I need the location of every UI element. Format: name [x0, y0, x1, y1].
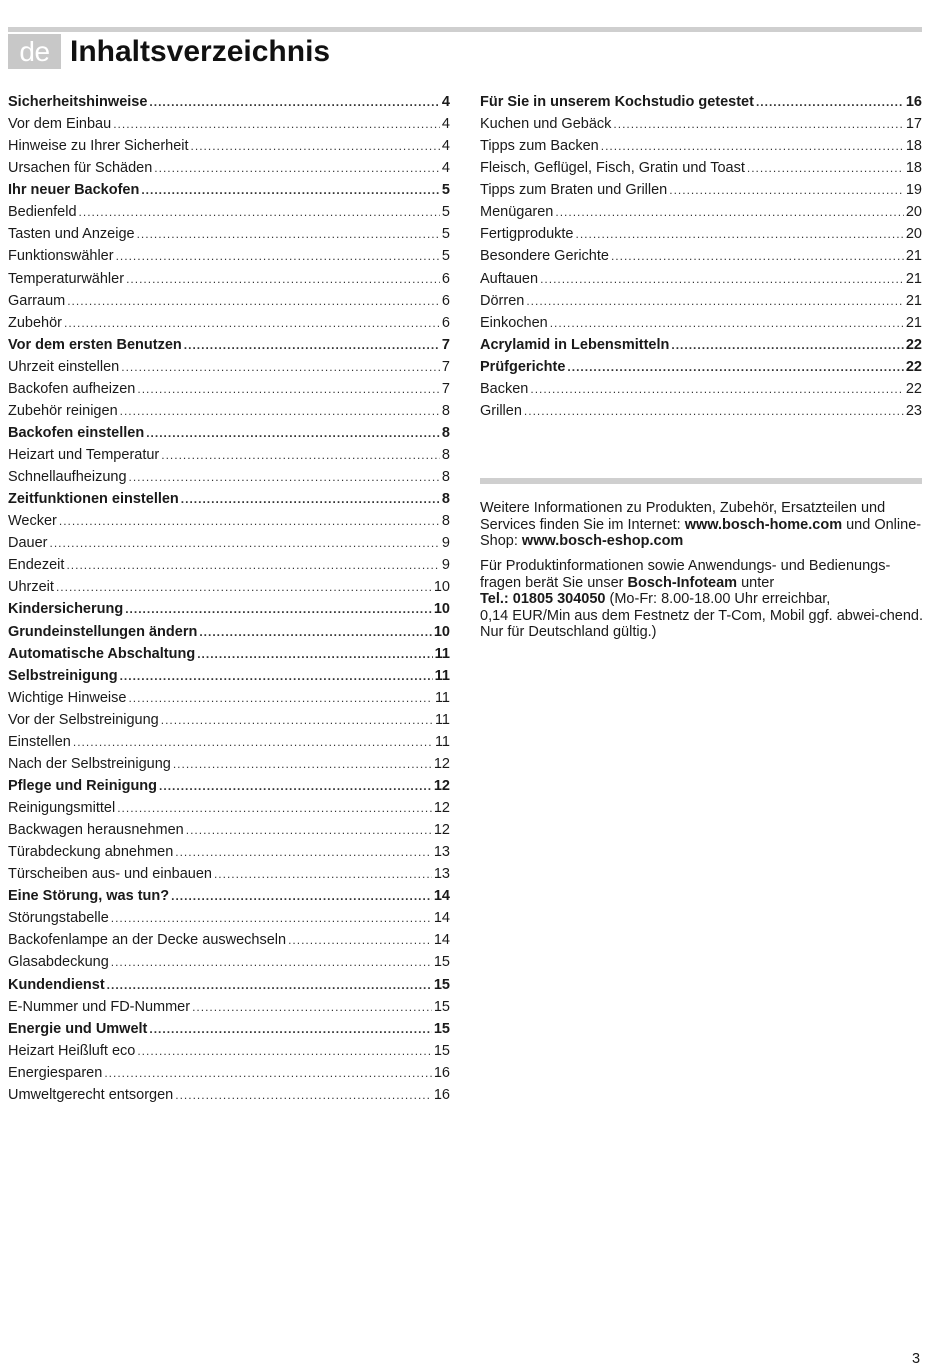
- toc-leader-dots: [186, 819, 432, 841]
- toc-entry[interactable]: [8, 466, 450, 488]
- toc-leader-dots: [288, 929, 432, 951]
- toc-leader-dots: [120, 400, 440, 422]
- toc-entry-title: Türscheiben aus- und einbauen: [8, 866, 212, 883]
- toc-entry-title: Automatische Abschaltung: [8, 645, 196, 662]
- toc-leader-dots: [192, 996, 432, 1018]
- toc-entry-title: Acrylamid in Lebensmitteln: [480, 336, 670, 353]
- toc-entry-page: 12: [433, 755, 450, 772]
- toc-entry-title: Dörren: [480, 292, 525, 309]
- toc-leader-dots: [125, 598, 432, 620]
- toc-entry[interactable]: [8, 863, 450, 885]
- toc-entry-title: Backen: [480, 380, 529, 397]
- info-web-text-2: und Online-Shop:: [480, 516, 922, 549]
- toc-entry-title: Temperaturwähler: [8, 270, 125, 287]
- toc-entry-title: Vor dem Einbau: [8, 116, 112, 133]
- toc-entry[interactable]: [8, 201, 450, 223]
- toc-entry[interactable]: [8, 334, 450, 356]
- toc-entry-title: Backofen einstellen: [8, 424, 145, 441]
- toc-left-column: [8, 91, 450, 1106]
- toc-leader-dots: [149, 91, 440, 113]
- toc-entry-page: 18: [905, 160, 922, 177]
- toc-entry-title: Ihr neuer Backofen: [8, 182, 140, 199]
- toc-entry[interactable]: [8, 179, 450, 201]
- toc-entry-page: 14: [433, 932, 450, 949]
- toc-entry-page: 22: [905, 380, 922, 397]
- toc-entry-page: 8: [441, 402, 450, 419]
- toc-entry-title: Heizart und Temperatur: [8, 447, 160, 463]
- toc-entry-page: 13: [433, 844, 450, 861]
- toc-entry[interactable]: [8, 1084, 450, 1106]
- toc-entry-page: 5: [441, 248, 450, 265]
- toc-entry-title: Grundeinstellungen ändern: [8, 623, 198, 640]
- toc-entry[interactable]: [480, 113, 922, 135]
- toc-entry[interactable]: [8, 709, 450, 731]
- toc-leader-dots: [669, 179, 904, 201]
- toc-entry-title: Grillen: [480, 402, 522, 419]
- toc-entry[interactable]: [8, 157, 450, 179]
- toc-entry[interactable]: [8, 510, 450, 532]
- toc-entry-page: 4: [441, 94, 450, 110]
- toc-leader-dots: [149, 1018, 431, 1040]
- toc-entry-page: 15: [433, 1042, 450, 1059]
- toc-entry[interactable]: [8, 290, 450, 312]
- toc-entry-title: Garraum: [8, 292, 66, 309]
- toc-entry-page: 10: [433, 623, 450, 640]
- toc-entry[interactable]: [8, 1018, 450, 1040]
- toc-leader-dots: [126, 268, 440, 290]
- toc-entry-title: Kuchen und Gebäck: [480, 116, 612, 133]
- toc-entry[interactable]: [8, 841, 450, 863]
- toc-leader-dots: [79, 201, 440, 223]
- toc-entry-page: 5: [441, 182, 450, 199]
- toc-entry-page: 10: [433, 579, 450, 596]
- toc-entry[interactable]: [8, 113, 450, 135]
- toc-leader-dots: [530, 378, 903, 400]
- toc-leader-dots: [555, 201, 904, 223]
- toc-leader-dots: [550, 312, 904, 334]
- toc-entry[interactable]: [8, 929, 450, 951]
- toc-entry[interactable]: [8, 488, 450, 510]
- toc-leader-dots: [214, 863, 432, 885]
- toc-entry-page: 14: [433, 888, 450, 905]
- toc-entry[interactable]: [8, 996, 450, 1018]
- toc-entry[interactable]: [8, 819, 450, 841]
- toc-entry-page: 6: [441, 270, 450, 287]
- toc-entry-page: 8: [441, 424, 450, 441]
- cost-note-text: 0,14 EUR/Min aus dem Festnetz der T-Com, Mobil ggf. abwei-chend. Nur für Deutschland gültig.): [480, 607, 923, 640]
- toc-entry-title: Glasabdeckung: [8, 954, 109, 971]
- toc-entry-page: 4: [441, 116, 450, 133]
- toc-leader-dots: [197, 643, 432, 665]
- info-contact-text-2: unter: [737, 574, 775, 591]
- toc-entry-page: 15: [433, 998, 450, 1015]
- toc-entry-title: Auftauen: [480, 270, 539, 287]
- toc-entry[interactable]: [8, 643, 450, 665]
- toc-leader-dots: [747, 157, 904, 179]
- toc-entry[interactable]: [480, 400, 922, 422]
- toc-entry-title: Zeitfunktionen einstellen: [8, 491, 179, 508]
- toc-entry-page: 6: [441, 314, 450, 331]
- toc-entry-title: Zubehör reinigen: [8, 402, 118, 419]
- toc-entry-page: 11: [434, 733, 450, 750]
- toc-entry-title: Heizart Heißluft eco: [8, 1042, 136, 1059]
- info-web-paragraph: [480, 500, 925, 550]
- toc-entry-title: Energiesparen: [8, 1064, 103, 1081]
- toc-entry-page: 5: [441, 204, 450, 221]
- toc-entry[interactable]: [8, 356, 450, 378]
- toc-leader-dots: [526, 290, 904, 312]
- toc-entry-page: 14: [433, 910, 450, 927]
- toc-entry-title: Prüfgerichte: [480, 358, 566, 375]
- toc-leader-dots: [141, 179, 440, 201]
- toc-leader-dots: [756, 91, 904, 113]
- toc-entry-page: 12: [433, 800, 450, 816]
- toc-entry[interactable]: [8, 775, 450, 797]
- toc-entry-title: Schnellaufheizung: [8, 469, 127, 486]
- toc-entry[interactable]: [480, 223, 922, 245]
- toc-entry-page: 17: [905, 116, 922, 133]
- toc-entry-title: Vor der Selbstreinigung: [8, 711, 159, 728]
- toc-leader-dots: [113, 113, 440, 135]
- toc-entry-title: Eine Störung, was tun?: [8, 888, 170, 905]
- toc-entry-page: 12: [433, 777, 450, 794]
- toc-entry-title: Energie und Umwelt: [8, 1020, 148, 1037]
- toc-entry-title: Kindersicherung: [8, 601, 124, 618]
- toc-entry-page: 21: [905, 248, 922, 265]
- toc-entry[interactable]: [8, 665, 450, 687]
- toc-entry[interactable]: [480, 334, 922, 356]
- toc-entry[interactable]: [8, 1040, 450, 1062]
- toc-leader-dots: [104, 1062, 432, 1084]
- toc-entry-page: 4: [441, 160, 450, 177]
- toc-entry-title: Dauer: [8, 535, 48, 552]
- toc-leader-dots: [159, 775, 432, 797]
- toc-entry-page: 8: [441, 513, 450, 530]
- toc-entry-title: Hinweise zu Ihrer Sicherheit: [8, 138, 189, 155]
- toc-entry-page: 8: [441, 469, 450, 486]
- toc-entry-title: Selbstreinigung: [8, 667, 118, 684]
- toc-entry-page: 9: [441, 557, 450, 574]
- toc-entry[interactable]: [8, 797, 450, 819]
- toc-entry-title: E-Nummer und FD-Nummer: [8, 998, 191, 1015]
- toc-leader-dots: [181, 488, 440, 510]
- toc-entry[interactable]: [8, 621, 450, 643]
- toc-leader-dots: [121, 356, 440, 378]
- toc-entry-title: Wichtige Hinweise: [8, 689, 127, 706]
- toc-entry[interactable]: [8, 400, 450, 422]
- toc-entry[interactable]: [8, 974, 450, 996]
- toc-entry-title: Reinigungsmittel: [8, 800, 116, 816]
- toc-entry[interactable]: [8, 444, 450, 466]
- toc-right-column: [480, 91, 922, 422]
- toc-leader-dots: [567, 356, 903, 378]
- toc-leader-dots: [171, 885, 432, 907]
- page-number: 3: [912, 1351, 921, 1367]
- toc-entry[interactable]: [8, 885, 450, 907]
- toc-leader-dots: [129, 466, 440, 488]
- toc-leader-dots: [66, 554, 439, 576]
- toc-entry[interactable]: [8, 91, 450, 113]
- toc-entry-page: 16: [905, 94, 922, 110]
- toc-entry-page: 21: [905, 270, 922, 287]
- toc-entry-page: 11: [434, 645, 450, 662]
- toc-entry-title: Menügaren: [480, 204, 554, 221]
- toc-entry-title: Zubehör: [8, 314, 63, 331]
- toc-leader-dots: [117, 797, 432, 819]
- toc-leader-dots: [137, 1040, 432, 1062]
- bosch-eshop-link[interactable]: www.bosch-eshop.com: [521, 533, 684, 549]
- toc-leader-dots: [601, 135, 904, 157]
- toc-entry[interactable]: [480, 201, 922, 223]
- toc-entry-page: 22: [905, 358, 922, 375]
- toc-leader-dots: [56, 576, 432, 598]
- opening-hours-text: (Mo-Fr: 8.00-18.00 Uhr erreichbar,: [605, 591, 831, 607]
- toc-entry-page: 15: [433, 954, 450, 971]
- toc-entry-page: 4: [441, 138, 450, 155]
- toc-entry-title: Bedienfeld: [8, 204, 77, 221]
- toc-entry[interactable]: [8, 378, 450, 400]
- toc-entry-page: 5: [441, 226, 450, 243]
- info-web-text: Weitere Informationen zu Produkten, Zubehör, Ersatzteilen und Services finden Sie im Internet:: [480, 500, 886, 533]
- toc-entry-title: Türabdeckung abnehmen: [8, 844, 174, 861]
- toc-entry[interactable]: [8, 268, 450, 290]
- toc-entry-page: 18: [905, 138, 922, 155]
- toc-entry[interactable]: [480, 312, 922, 334]
- toc-entry-page: 12: [433, 822, 450, 839]
- toc-entry[interactable]: [8, 422, 450, 444]
- infoteam-label: Bosch-Infoteam: [627, 574, 738, 591]
- toc-entry-title: Nach der Selbstreinigung: [8, 755, 171, 772]
- toc-entry-title: Backofenlampe an der Decke auswechseln: [8, 932, 287, 949]
- toc-entry-page: 20: [905, 204, 922, 221]
- page-title: Inhaltsverzeichnis: [70, 35, 331, 68]
- toc-entry-page: 16: [433, 1086, 450, 1103]
- toc-entry-title: Kundendienst: [8, 976, 105, 993]
- toc-leader-dots: [540, 268, 904, 290]
- toc-entry[interactable]: [480, 268, 922, 290]
- info-contact-text: Für Produktinformationen sowie Anwendungs- und Bedienungs-fragen berät Sie unser: [480, 558, 891, 591]
- toc-entry-page: 7: [441, 380, 450, 397]
- toc-entry[interactable]: [8, 598, 450, 620]
- toc-leader-dots: [137, 223, 440, 245]
- language-badge: de: [8, 34, 61, 69]
- toc-leader-dots: [576, 223, 904, 245]
- toc-entry-page: 7: [441, 336, 450, 353]
- info-contact-paragraph: [480, 558, 925, 641]
- toc-entry-page: 22: [905, 336, 922, 353]
- toc-entry-page: 15: [433, 1020, 450, 1037]
- toc-leader-dots: [184, 334, 440, 356]
- toc-leader-dots: [120, 665, 433, 687]
- toc-leader-dots: [671, 334, 904, 356]
- toc-entry-page: 10: [433, 601, 450, 618]
- toc-entry-title: Fleisch, Geflügel, Fisch, Gratin und Toast: [480, 160, 745, 177]
- toc-entry[interactable]: [480, 378, 922, 400]
- toc-entry-title: Umweltgerecht entsorgen: [8, 1086, 174, 1103]
- toc-entry[interactable]: [480, 245, 922, 267]
- toc-leader-dots: [611, 245, 904, 267]
- toc-entry[interactable]: [8, 1062, 450, 1084]
- toc-entry[interactable]: [8, 312, 450, 334]
- toc-leader-dots: [161, 709, 433, 731]
- toc-entry-title: Besondere Gerichte: [480, 248, 609, 265]
- toc-leader-dots: [128, 687, 432, 709]
- toc-leader-dots: [175, 1084, 432, 1106]
- toc-leader-dots: [111, 951, 432, 973]
- toc-leader-dots: [111, 907, 432, 929]
- toc-entry[interactable]: [8, 731, 450, 753]
- toc-entry[interactable]: [480, 179, 922, 201]
- toc-entry[interactable]: [8, 687, 450, 709]
- toc-leader-dots: [191, 135, 440, 157]
- toc-entry-title: Für Sie in unserem Kochstudio getestet: [480, 94, 754, 110]
- toc-entry-page: 11: [434, 689, 450, 706]
- toc-entry-title: Tipps zum Backen: [480, 138, 599, 155]
- toc-entry-title: Endezeit: [8, 557, 65, 574]
- toc-entry-title: Tasten und Anzeige: [8, 226, 135, 243]
- toc-entry[interactable]: [480, 157, 922, 179]
- toc-entry-page: 16: [433, 1064, 450, 1081]
- toc-entry-page: 8: [441, 447, 450, 463]
- toc-entry[interactable]: [8, 532, 450, 554]
- toc-entry[interactable]: [8, 753, 450, 775]
- toc-entry[interactable]: [480, 290, 922, 312]
- toc-entry-page: 19: [905, 182, 922, 199]
- toc-entry[interactable]: [8, 245, 450, 267]
- toc-entry[interactable]: [8, 135, 450, 157]
- toc-entry-page: 11: [434, 667, 450, 684]
- info-rule: [480, 478, 922, 484]
- toc-leader-dots: [524, 400, 904, 422]
- toc-entry[interactable]: [480, 91, 922, 113]
- toc-entry-title: Uhrzeit: [8, 579, 54, 596]
- toc-entry-title: Wecker: [8, 513, 57, 530]
- toc-leader-dots: [50, 532, 440, 554]
- toc-entry-title: Uhrzeit einstellen: [8, 358, 120, 375]
- toc-entry[interactable]: [480, 356, 922, 378]
- toc-entry[interactable]: [8, 951, 450, 973]
- toc-entry-title: Tipps zum Braten und Grillen: [480, 182, 668, 199]
- toc-entry[interactable]: [480, 135, 922, 157]
- toc-leader-dots: [107, 974, 432, 996]
- toc-entry-page: 6: [441, 292, 450, 309]
- toc-entry-title: Funktionswähler: [8, 248, 114, 265]
- toc-entry[interactable]: [8, 907, 450, 929]
- toc-entry-page: 7: [441, 358, 450, 375]
- toc-entry-page: 9: [441, 535, 450, 552]
- toc-entry-page: 13: [433, 866, 450, 883]
- toc-leader-dots: [137, 378, 440, 400]
- telephone-number: Tel.: 01805 304050: [480, 591, 606, 607]
- toc-entry-title: Fertigprodukte: [480, 226, 574, 243]
- toc-entry[interactable]: [8, 554, 450, 576]
- toc-entry-title: Backofen aufheizen: [8, 380, 136, 397]
- toc-leader-dots: [67, 290, 440, 312]
- toc-leader-dots: [59, 510, 440, 532]
- toc-entry-title: Sicherheitshinweise: [8, 94, 148, 110]
- toc-leader-dots: [175, 841, 432, 863]
- toc-leader-dots: [613, 113, 903, 135]
- toc-leader-dots: [73, 731, 433, 753]
- toc-entry-page: 20: [905, 226, 922, 243]
- toc-leader-dots: [154, 157, 440, 179]
- toc-entry-page: 23: [905, 402, 922, 419]
- toc-entry-page: 15: [433, 976, 450, 993]
- toc-entry-page: 21: [905, 314, 922, 331]
- toc-leader-dots: [161, 444, 440, 466]
- toc-entry-title: Backwagen herausnehmen: [8, 822, 184, 839]
- toc-entry-title: Ursachen für Schäden: [8, 160, 153, 177]
- toc-leader-dots: [116, 245, 440, 267]
- toc-entry[interactable]: [8, 223, 450, 245]
- toc-entry[interactable]: [8, 576, 450, 598]
- toc-entry-title: Vor dem ersten Benutzen: [8, 336, 182, 353]
- toc-leader-dots: [146, 422, 440, 444]
- toc-entry-title: Einstellen: [8, 733, 71, 750]
- toc-entry-title: Einkochen: [480, 314, 548, 331]
- toc-entry-page: 8: [441, 491, 450, 508]
- toc-leader-dots: [64, 312, 440, 334]
- toc-entry-title: Störungstabelle: [8, 910, 109, 927]
- toc-entry-page: 11: [434, 711, 450, 728]
- toc-leader-dots: [199, 621, 432, 643]
- toc-entry-title: Pflege und Reinigung: [8, 777, 158, 794]
- bosch-home-link[interactable]: www.bosch-home.com: [684, 516, 843, 533]
- toc-entry-page: 21: [905, 292, 922, 309]
- toc-leader-dots: [173, 753, 432, 775]
